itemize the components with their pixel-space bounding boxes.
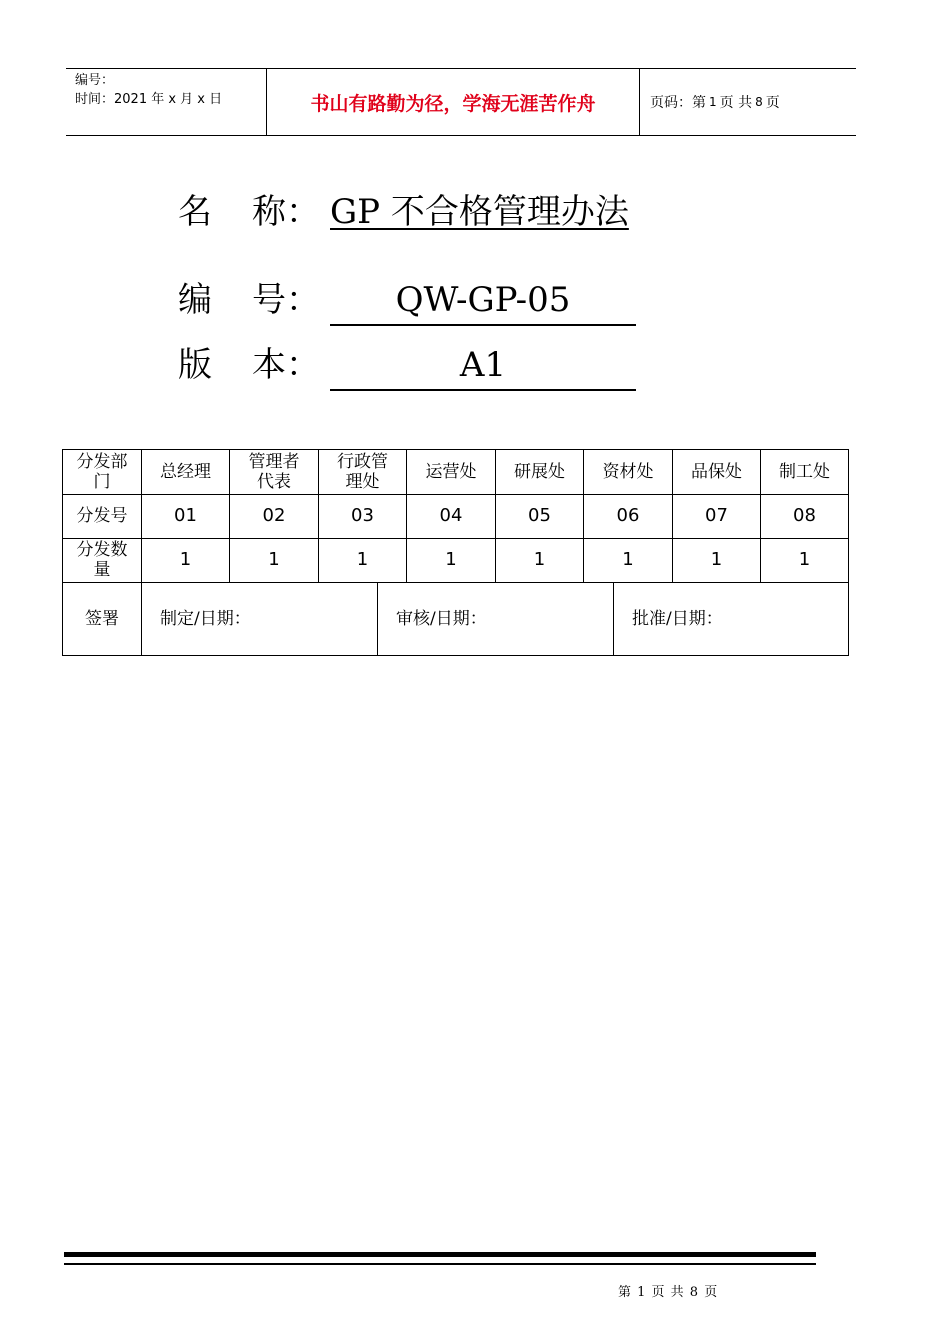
title-name-row [178,192,629,232]
document-header [66,68,856,136]
table-row-quantities [63,538,848,583]
table-row-signatures [63,582,848,655]
dept-cell: 行政管理处 [319,450,407,494]
sign-review-field: 审核/日期： [378,582,614,655]
page-suffix: 页 [765,95,780,111]
header-page-number [640,69,856,135]
dept-cell: 资材处 [584,450,673,494]
title-version-label: 版 本： [178,345,320,385]
number-cell: 05 [496,494,584,538]
quantity-cell: 1 [230,538,319,582]
title-code-row [178,280,571,320]
sign-draft-field: 制定/日期： [142,582,378,655]
dept-cell: 管理者代表 [230,450,319,494]
title-version-value: A1 [330,345,636,391]
row-header-sign: 签署 [63,582,142,655]
quantity-cell: 1 [673,538,761,582]
page-current: 1 [709,95,717,109]
number-cell: 03 [319,494,407,538]
number-cell: 04 [407,494,496,538]
header-time-label: 时间：2021 年 x 月 x 日 [75,92,223,107]
footer-rule-thick [64,1252,816,1257]
table-row-departments [63,450,848,495]
number-cell: 07 [673,494,761,538]
distribution-table [62,449,849,656]
title-name-value: GP 不合格管理办法 [330,192,629,232]
footer-page-number: 第 1 页 共 8 页 [618,1285,719,1300]
dept-cell: 总经理 [142,450,230,494]
title-version-row [178,345,507,385]
row-header-department: 分发部门 [63,450,142,494]
quantity-cell: 1 [798,549,811,570]
header-meta-cell [66,69,267,135]
table-row-numbers [63,494,848,539]
number-cell: 02 [230,494,319,538]
dept-cell: 品保处 [673,450,761,494]
title-name-label: 名 称： [178,192,320,232]
quantity-cell: 1 [142,538,230,582]
row-header-quantity: 分发数量 [63,538,142,582]
number-cell: 01 [142,494,230,538]
number-cell: 08 [793,505,816,526]
page-prefix: 页码：第 [650,95,706,111]
number-cell: 06 [584,494,673,538]
page-total: 8 [755,95,763,109]
header-code-label: 编号： [75,73,115,88]
quantity-cell: 1 [407,538,496,582]
page-mid: 页 共 [719,95,753,111]
dept-cell: 制工处 [779,462,830,482]
footer-rule-thin [64,1263,816,1265]
header-motto: 书山有路勤为径，学海无涯苦作舟 [267,69,640,135]
quantity-cell: 1 [319,538,407,582]
row-header-number: 分发号 [63,494,142,538]
dept-cell: 运营处 [407,450,496,494]
title-code-label: 编 号： [178,280,320,320]
sign-approve-field: 批准/日期： [632,608,723,629]
dept-cell: 研展处 [496,450,584,494]
quantity-cell: 1 [584,538,673,582]
quantity-cell: 1 [496,538,584,582]
title-code-value: QW-GP-05 [330,280,636,326]
